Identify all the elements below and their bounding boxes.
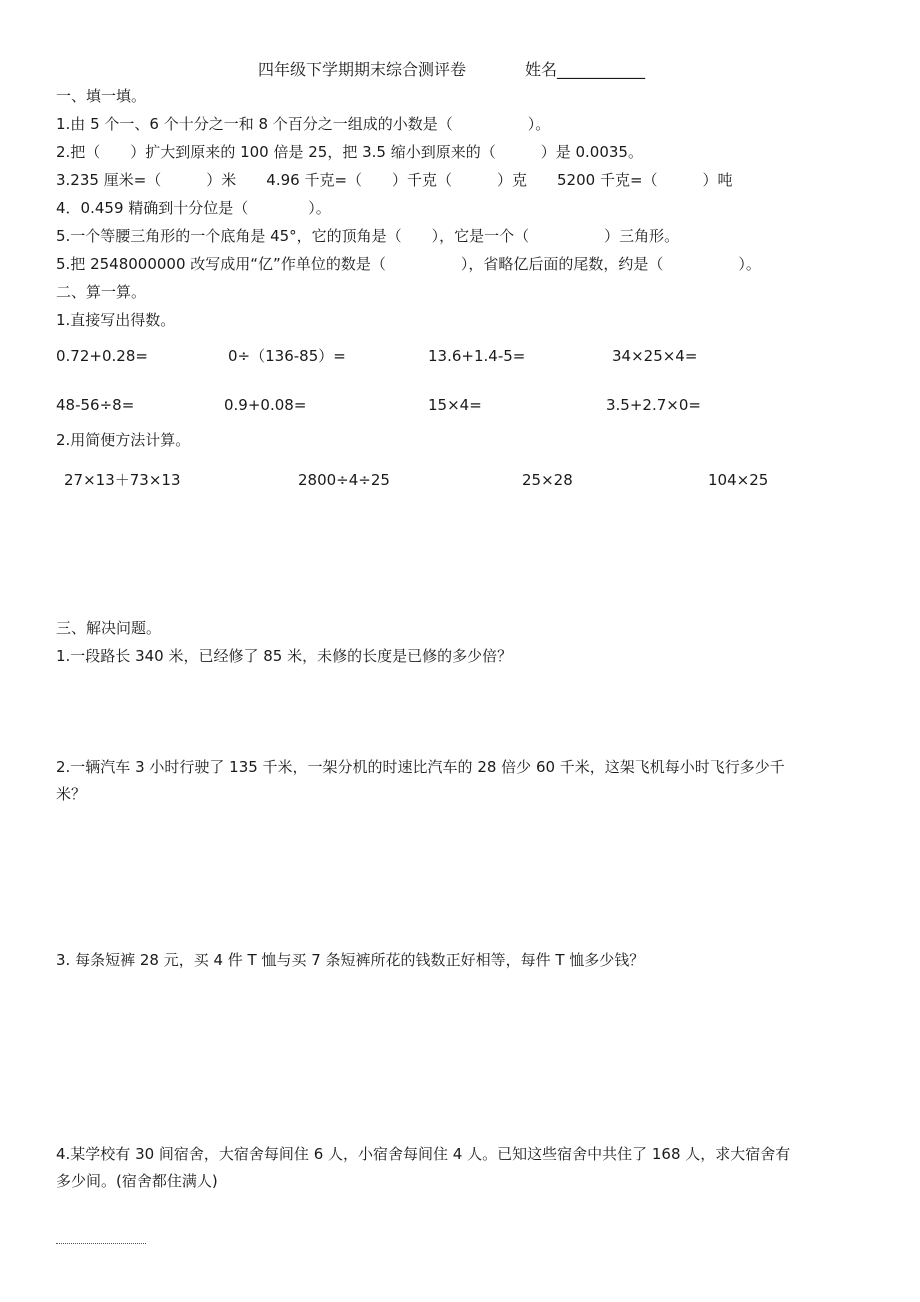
word-problem-3: 3. 每条短裤 28 元，买 4 件 T 恤与买 7 条短裤所花的钱数正好相等，每件 T 恤多少钱？ <box>56 951 645 969</box>
subsection-2-2-heading: 2.用简便方法计算。 <box>56 431 191 449</box>
word-problem-2-line-1: 2.一辆汽车 3 小时行驶了 135 千米，一架分机的时速比汽车的 28 倍少 60 千米，这架飞机每小时飞行多少千 <box>56 758 785 776</box>
question-1-5: 5.一个等腰三角形的一个底角是 45°，它的顶角是（ ），它是一个（ ）三角形。 <box>56 227 680 245</box>
oral-calc-item: 13.6+1.4-5= <box>428 347 526 365</box>
word-problem-4-line-2: 多少间。(宿舍都住满人) <box>56 1172 218 1190</box>
question-1-2: 2.把（ ）扩大到原来的 100 倍是 25，把 3.5 缩小到原来的（ ）是 0.0035。 <box>56 143 643 161</box>
oral-calc-item: 0÷（136-85）= <box>228 347 346 365</box>
simplified-calc-item: 2800÷4÷25 <box>298 471 390 489</box>
simplified-calc-item: 104×25 <box>708 471 769 489</box>
question-1-4: 4．0.459 精确到十分位是（ ）。 <box>56 199 331 217</box>
simplified-calc-item: 25×28 <box>522 471 573 489</box>
name-field-label: 姓名___________ <box>525 60 646 79</box>
oral-calc-item: 0.9+0.08= <box>224 396 307 414</box>
word-problem-1: 1.一段路长 340 米，已经修了 85 米，未修的长度是已修的多少倍？ <box>56 647 513 665</box>
simplified-calc-item: 27×13＋73×13 <box>64 471 181 489</box>
word-problem-4-line-1: 4.某学校有 30 间宿舍，大宿舍每间住 6 人，小宿舍每间住 4 人。已知这些宿舍中共住了 168 人，求大宿舍有 <box>56 1145 791 1163</box>
oral-calc-item: 3.5+2.7×0= <box>606 396 701 414</box>
question-1-3: 3.235 厘米=（ ）米 4.96 千克=（ ）千克（ ）克 5200 千克=（ ）吨 <box>56 171 733 189</box>
footer-divider <box>56 1243 146 1244</box>
section-3-heading: 三、解决问题。 <box>56 619 162 637</box>
page-title: 四年级下学期期末综合测评卷 <box>258 60 467 79</box>
oral-calc-item: 0.72+0.28= <box>56 347 148 365</box>
section-1-heading: 一、填一填。 <box>56 87 147 105</box>
oral-calc-item: 48-56÷8= <box>56 396 135 414</box>
question-1-1: 1.由 5 个一、6 个十分之一和 8 个百分之一组成的小数是（ ）。 <box>56 115 551 133</box>
question-1-6: 5.把 2548000000 改写成用“亿”作单位的数是（ ），省略亿后面的尾数，约是（ ）。 <box>56 255 761 273</box>
oral-calc-item: 34×25×4= <box>612 347 698 365</box>
section-2-heading: 二、算一算。 <box>56 283 147 301</box>
word-problem-2-line-2: 米？ <box>56 785 87 803</box>
subsection-2-1-heading: 1.直接写出得数。 <box>56 311 176 329</box>
oral-calc-item: 15×4= <box>428 396 482 414</box>
